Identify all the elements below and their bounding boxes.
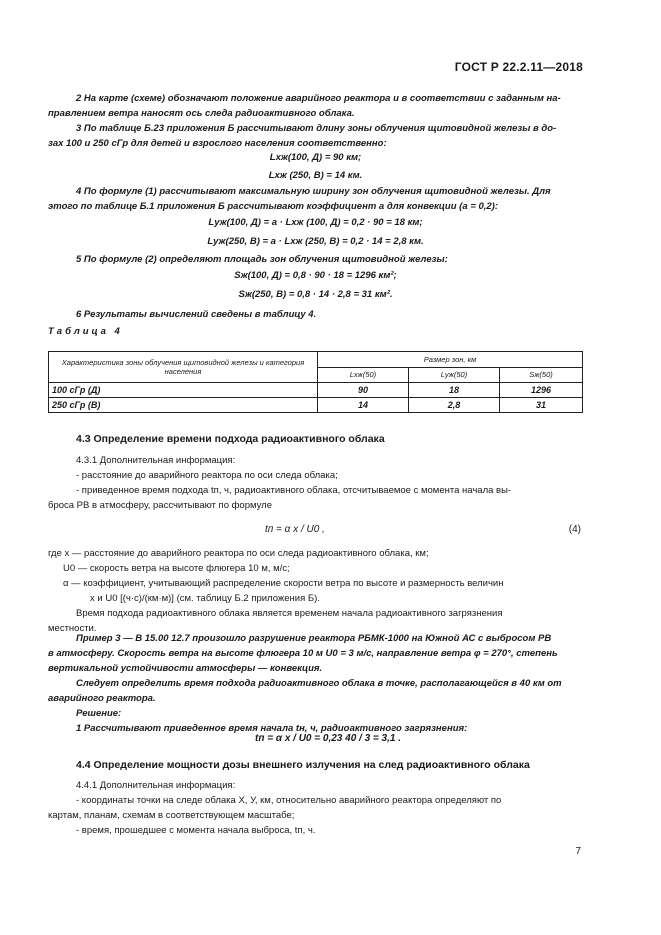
table-row [49, 398, 583, 413]
paragraph-2 [48, 91, 583, 121]
text-line: местности. [48, 623, 97, 634]
where-line: x и U0 [(ч·с)/(км·м)] (см. таблицу Б.2 приложения Б). [90, 593, 320, 604]
example-line: 1 Рассчитывают приведенное время начала tн, ч, радиоактивного загрязнения: [76, 723, 468, 734]
p4-line1: 4 По формуле (1) рассчитывают максимальную ширину зон облучения щитовидной железы. Для [76, 186, 551, 197]
formula-4-tp: tп = α x / U0 , [265, 524, 325, 535]
section-4-4-title: 4.4 Определение мощности дозы внешнего излучения на след радиоактивного облака [76, 759, 530, 771]
example-line: Решение: [76, 708, 122, 719]
info-line: 4.4.1 Дополнительная информация: [76, 780, 236, 791]
example-line: Следует определить время подхода радиоактивного облака в точке, располагающейся в 40 км от [76, 678, 562, 689]
row-label: 250 сГр (В) [49, 398, 318, 413]
where-line: α — коэффициент, учитывающий распределение скорости ветра по высоте и размерность величин [63, 578, 504, 589]
info-line: картам, планам, схемам в соответствующем масштабе; [48, 810, 295, 821]
doc-header: ГОСТ Р 22.2.11—2018 [454, 60, 583, 74]
col-szh: Sж(50) [500, 367, 583, 383]
cell: 1296 [500, 383, 583, 398]
formula-3: Lуж(100, Д) = a · Lхж (100, Д) = 0,2 · 90 = 18 км; [208, 217, 423, 228]
cell: 31 [500, 398, 583, 413]
info-line: 4.3.1 Дополнительная информация: [76, 455, 236, 466]
example-line: аварийного реактора. [48, 693, 156, 704]
p2-line2: правлением ветра наносят ось следа радиоактивного облака. [48, 108, 355, 119]
cell: 14 [318, 398, 409, 413]
formula-5: Sж(100, Д) = 0,8 · 90 · 18 = 1296 км²; [234, 270, 397, 281]
where-line: где x — расстояние до аварийного реактора по оси следа радиоактивного облака, км; [48, 548, 429, 559]
equation-number: (4) [568, 524, 581, 535]
results-table [48, 351, 583, 413]
cell: 2,8 [408, 398, 499, 413]
paragraph-6: 6 Результаты вычислений сведены в таблицу 4. [76, 309, 317, 320]
p3-line2: зах 100 и 250 сГр для детей и взрослого населения соответственно: [48, 138, 387, 149]
p3-line1: 3 По таблице Б.23 приложения Б рассчитывают длину зоны облучения щитовидной железы в до- [76, 123, 557, 134]
table-head-right: Размер зон, км [318, 352, 583, 368]
paragraph-5: 5 По формуле (2) определяют площадь зон облучения щитовидной железы: [76, 254, 448, 265]
info-line: - расстояние до аварийного реактора по оси следа облака; [76, 470, 338, 481]
example-line: Пример 3 — В 15.00 12.7 произошло разрушение реактора РБМК-1000 на Южной АС с выбросом РВ [76, 633, 552, 644]
text-line: Время подхода радиоактивного облака является временем начала радиоактивного загрязнения [76, 608, 503, 619]
cell: 90 [318, 383, 409, 398]
page-number: 7 [575, 846, 581, 857]
example-line: вертикальной устойчивости атмосферы — конвекция. [48, 663, 323, 674]
info-line: - время, прошедшее с момента начала выброса, tп, ч. [76, 825, 316, 836]
where-line: U0 — скорость ветра на высоте флюгера 10 м, м/с; [63, 563, 290, 574]
paragraph-4 [48, 184, 583, 214]
example-line: в атмосферу. Скорость ветра на высоте флюгера 10 м U0 = 3 м/с, направление ветра φ = 270°, степень [48, 648, 558, 659]
row-label: 100 сГр (Д) [49, 383, 318, 398]
section-4-3-info [48, 453, 583, 513]
p2-line1: 2 На карте (схеме) обозначают положение аварийного реактора и в соответствии с заданным на- [76, 93, 561, 104]
table-caption: Таблица 4 [48, 326, 123, 337]
info-line: - приведенное время подхода tп, ч, радиоактивного облака, отсчитываемое с момента начала вы- [76, 485, 512, 496]
p4-line2: этого по таблице Б.1 приложения Б рассчитывают коэффициент a для конвекции (a = 0,2): [48, 201, 498, 212]
section-4-3-title: 4.3 Определение времени подхода радиоактивного облака [76, 433, 385, 445]
table-row [49, 383, 583, 398]
paragraph-3 [48, 121, 583, 151]
formula-1: Lхж(100, Д) = 90 км; [269, 152, 362, 163]
formula-6: Sж(250, В) = 0,8 · 14 · 2,8 = 31 км². [238, 289, 393, 300]
info-line: - координаты точки на следе облака X, У, км, относительно аварийного реактора определяют по [76, 795, 502, 806]
example-formula: tп = α x / U0 = 0,23 40 / 3 = 3,1 . [255, 733, 402, 744]
col-luzh: Lуж(50) [408, 367, 499, 383]
col-lxzh: Lхж(50) [318, 367, 409, 383]
example-3 [48, 631, 583, 736]
cell: 18 [408, 383, 499, 398]
formula-4: Lуж(250, В) = a · Lхж (250, В) = 0,2 · 14 = 2,8 км. [207, 236, 424, 247]
info-line: броса РВ в атмосферу, рассчитывают по формуле [48, 500, 273, 511]
formula-2: Lхж (250, В) = 14 км. [268, 170, 363, 181]
table-head-left: Характеристика зоны облучения щитовидной железы и категория населения [49, 352, 318, 383]
section-4-4-info [48, 778, 583, 838]
where-block [48, 546, 583, 636]
